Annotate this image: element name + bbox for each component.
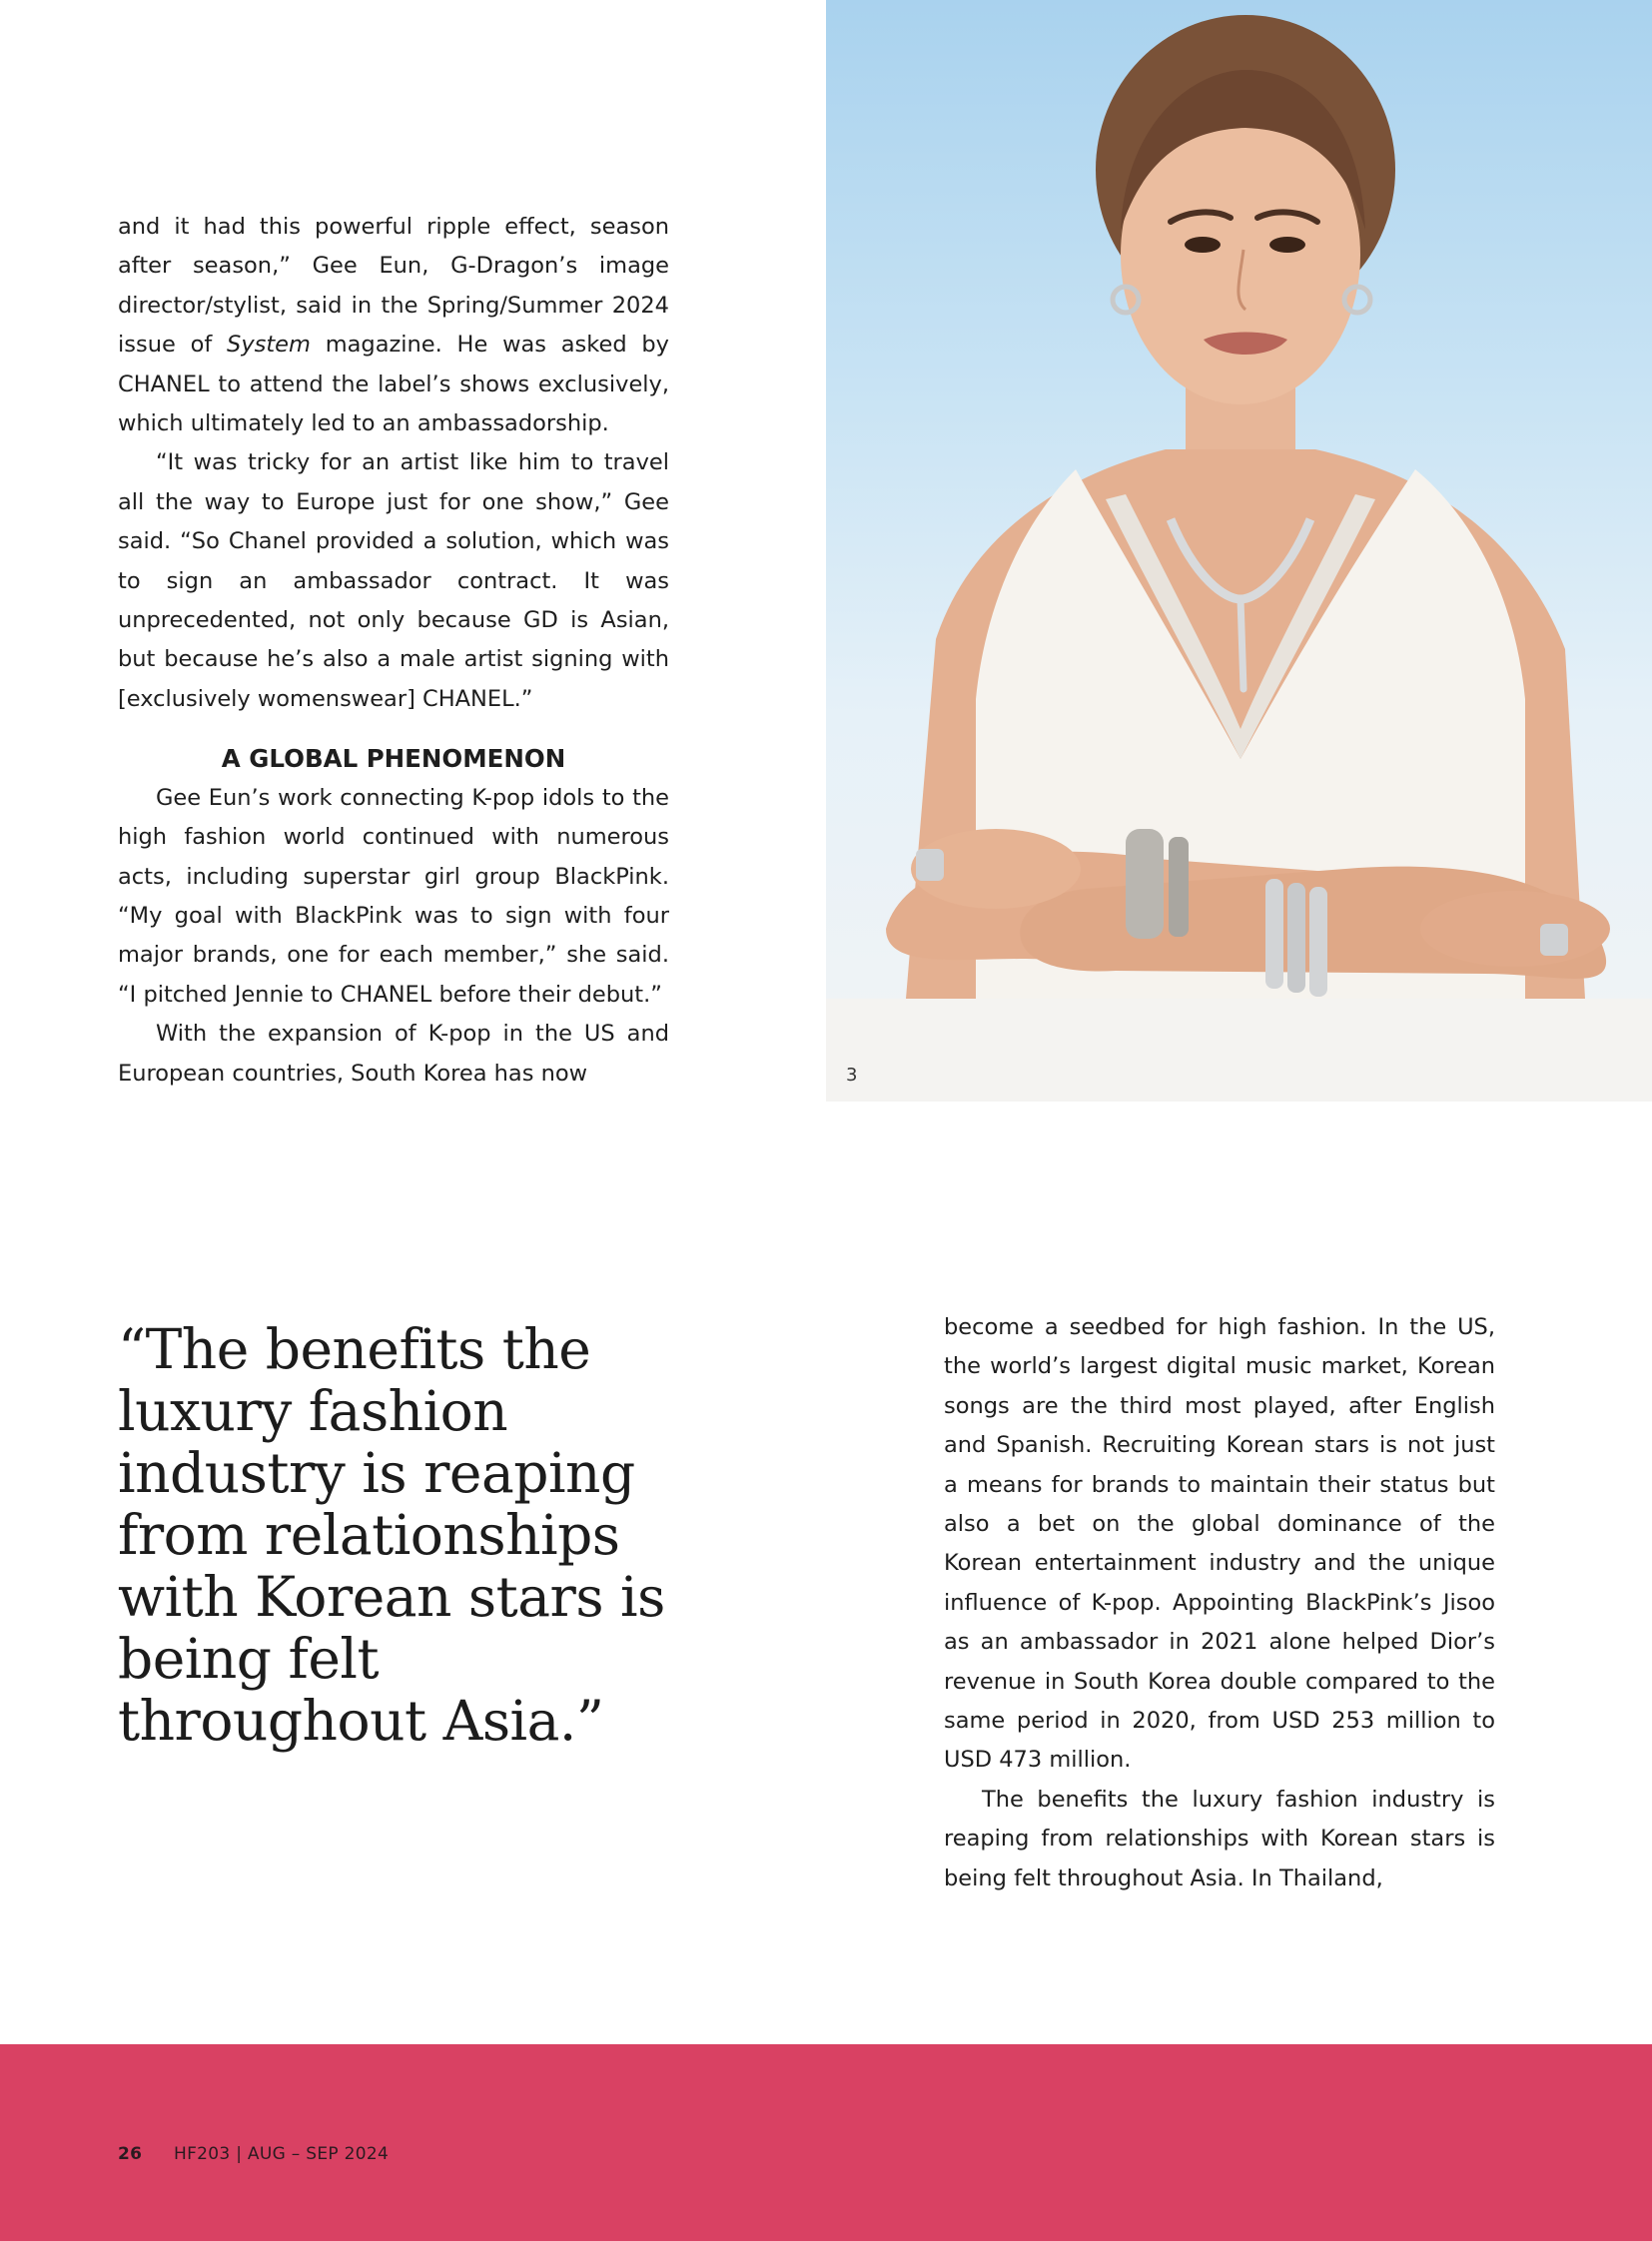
paragraph: Gee Eun’s work connecting K-pop idols to the high fashion world continued with numerous acts, including superstar girl group BlackPink. “My goal with BlackPink was to sign with four major brands, one for each member,” she said. “I pitched Jennie to CHANEL before their debut.”	[118, 784, 669, 1008]
section-heading: A GLOBAL PHENOMENON	[221, 744, 566, 774]
model-photo	[826, 0, 1652, 1102]
paragraph: With the expansion of K-pop in the US and European countries, South Korea has now	[118, 1021, 669, 1087]
paragraph: become a seedbed for high fashion. In the US, the world’s largest digital music market, Korean songs are the third most played, after English and Spanish. Recruiting Korean stars is not just a means for brands to maintain their status but also a bet on the global dominance of the Korean entertainment industry and the unique influence of K-pop. Appointing BlackPink’s Jisoo as an ambassador in 2021 alone helped Dior’s revenue in South Korea double compared to the same period in 2020, from USD 253 million to USD 473 million.	[944, 1314, 1495, 1774]
page-number: 26	[118, 2144, 143, 2164]
footer-band	[0, 2044, 1652, 2241]
woman-with-jewelry-illustration	[826, 0, 1652, 1102]
article-column-right	[944, 1308, 1495, 1898]
article-column-left	[118, 208, 669, 1094]
pull-quote: “The benefits the luxury fashion industry is reaping from relationships with Korean stars is being felt throughout Asia.”	[118, 1317, 665, 1753]
paragraph: “It was tricky for an artist like him to travel all the way to Europe just for one show,” Gee said. “So Chanel provided a solution, which was to sign an ambassador contract. It was unprecedented, not only because GD is Asian, but because he’s also a male artist signing with [exclusively womenswear] CHANEL.”	[118, 449, 669, 712]
paragraph	[118, 208, 669, 443]
text-run: magazine. He was asked by CHANEL to attend the label’s shows exclusively, which ultimately led to an ambassadorship.	[118, 332, 669, 437]
text-run: and it had this powerful ripple effect, season after season,” Gee Eun, G-Dragon’s image director/stylist, said in the Spring/Summer 2024 issue of	[118, 214, 669, 359]
issue-label: HF203 | AUG – SEP 2024	[173, 2144, 390, 2164]
italic-title: System	[227, 332, 311, 359]
footer-text	[118, 2144, 389, 2164]
paragraph: The benefits the luxury fashion industry is reaping from relationships with Korean stars is being felt throughout Asia. In Thailand,	[944, 1786, 1495, 1891]
photo-number: 3	[846, 1065, 858, 1086]
